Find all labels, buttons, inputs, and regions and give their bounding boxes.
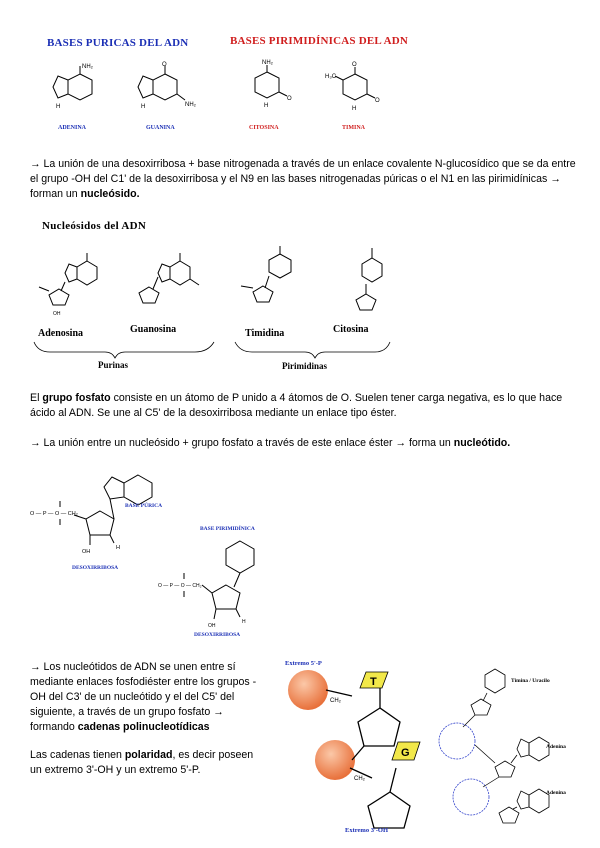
guanine-nh2: NH₂ xyxy=(185,102,196,108)
cytosine-nh2: NH₂ xyxy=(262,60,273,66)
ch2-label: CH₂ xyxy=(330,698,341,704)
purine-nucleotide-structure xyxy=(30,465,170,565)
guanine-o: O xyxy=(162,62,167,68)
p4-text: → Los nucleótidos de ADN se unen entre sí mediante enlaces fosfodiéster entre los grupos -OH del C3' de un nucleótido y el del C5' del siguiente, a través de un grupo fosfato → formando xyxy=(30,661,257,733)
p5-pre: Las cadenas tienen xyxy=(30,749,125,761)
base-g: G xyxy=(401,747,410,759)
h-1: H xyxy=(116,545,120,551)
adenosine-oh: OH xyxy=(53,311,61,317)
sugar-label-1: DESOXIRRIBOSA xyxy=(72,565,119,571)
h-2: H xyxy=(242,619,246,625)
thymine-h: H xyxy=(352,106,357,112)
phosphate-1: O — P — O — CH₂ xyxy=(30,511,78,517)
p3-text: → La unión entre un nucleósido + grupo fosfato a través de este enlace éster → forma un xyxy=(30,437,454,449)
adenina-label-2: Adenina xyxy=(546,790,566,796)
nucleoside-name-citosina: Citosina xyxy=(333,324,369,335)
phosphate-2: O — P — O — CH₂ xyxy=(158,583,202,589)
p2-bold: grupo fosfato xyxy=(42,392,111,404)
purines-title: BASES PURICAS DEL ADN xyxy=(47,37,189,49)
phosphate-sphere-1 xyxy=(288,670,328,710)
base-t: T xyxy=(370,676,377,688)
cytosine-o: O xyxy=(287,96,292,102)
group-brackets xyxy=(30,340,390,370)
end-5-label: Extremo 5'-P xyxy=(285,660,322,667)
p4-bold: cadenas polinucleotídicas xyxy=(77,721,210,733)
paragraph-nucleoside xyxy=(30,157,578,202)
thymine-ch3: H₃C xyxy=(325,74,337,80)
group-purinas: Purinas xyxy=(98,360,129,370)
adenine-nh2: NH₂ xyxy=(82,64,93,70)
ch2-label-2: CH₂ xyxy=(354,776,365,782)
thymine-o: O xyxy=(352,62,357,68)
adenine-h: H xyxy=(56,104,61,110)
guanine-h: H xyxy=(141,104,146,110)
p3-bold: nucleótido. xyxy=(453,437,511,449)
paragraph-phosphate xyxy=(30,391,578,421)
base-label-citosina: CITOSINA xyxy=(249,125,279,131)
thymidine-structure xyxy=(235,240,305,320)
cytosine-h: H xyxy=(264,103,269,109)
nucleosides-title: Nucleósidos del ADN xyxy=(42,220,147,232)
nucleoside-name-adenosina: Adenosina xyxy=(38,328,84,339)
phosphate-circle-1 xyxy=(439,723,475,759)
polynucleotide-chain xyxy=(280,668,430,838)
purine-base-label: BASE PÚRICA xyxy=(125,503,163,509)
p1-bold: nucleósido. xyxy=(80,188,140,200)
end-3-label: Extremo 3'-OH xyxy=(345,827,389,834)
adenosine-structure xyxy=(35,245,115,320)
paragraph-nucleotide xyxy=(30,436,578,451)
pyrimidines-title: BASES PIRIMIDÍNICAS DEL ADN xyxy=(230,35,409,47)
paragraph-chain xyxy=(30,660,265,735)
cytosine-nucleoside-structure xyxy=(330,240,400,320)
oh-1: OH xyxy=(82,549,91,555)
phosphate-sphere-2 xyxy=(315,740,355,780)
nucleoside-name-guanosina: Guanosina xyxy=(130,324,177,335)
p5-post: , es decir poseen un extremo 3'-OH y un extremo 5'-P. xyxy=(30,749,254,776)
adenine-structure xyxy=(50,60,110,115)
phosphate-circle-2 xyxy=(453,779,489,815)
p2-pre: El xyxy=(30,392,43,404)
pyrimidine-nucleotide-structure xyxy=(158,535,278,635)
paragraph-polarity xyxy=(30,748,265,778)
oh-2: OH xyxy=(208,623,216,629)
cytosine-structure xyxy=(245,58,295,113)
p2-post: consiste en un átomo de P unido a 4 átomos de O. Suelen tener carga negativa, es lo que hace ácido al ADN. Se une al C5' de la desoxirribosa mediante un enlace tipo éster. xyxy=(30,392,563,419)
p5-bold: polaridad xyxy=(124,749,173,761)
adenina-label: Adenina xyxy=(546,744,566,750)
guanosine-structure xyxy=(125,245,215,320)
sugar-label-2: DESOXIRRIBOSA xyxy=(194,632,241,638)
base-label-guanina: GUANINA xyxy=(146,125,175,131)
timina-label: Timina / Uracilo xyxy=(511,678,550,684)
thymine-structure xyxy=(325,60,385,115)
base-label-adenina: ADENINA xyxy=(58,125,87,131)
thymine-o2: O xyxy=(375,98,380,104)
pyrimidine-base-label: BASE PIRIMIDÍNICA xyxy=(200,526,255,532)
nucleoside-name-timidina: Timidina xyxy=(245,328,285,339)
base-label-timina: TIMINA xyxy=(342,125,366,131)
group-pirimidinas: Pirimidinas xyxy=(282,361,328,371)
p1-text: → La unión de una desoxirribosa + base nitrogenada a través de un enlace covalente N-glucosídico que se da entre el grupo -OH del C1' de la desoxirribosa y el N9 en las bases nitrogenadas púricas o el N1 en las pirimidínicas → forman un xyxy=(30,158,576,200)
guanine-structure xyxy=(135,60,205,115)
